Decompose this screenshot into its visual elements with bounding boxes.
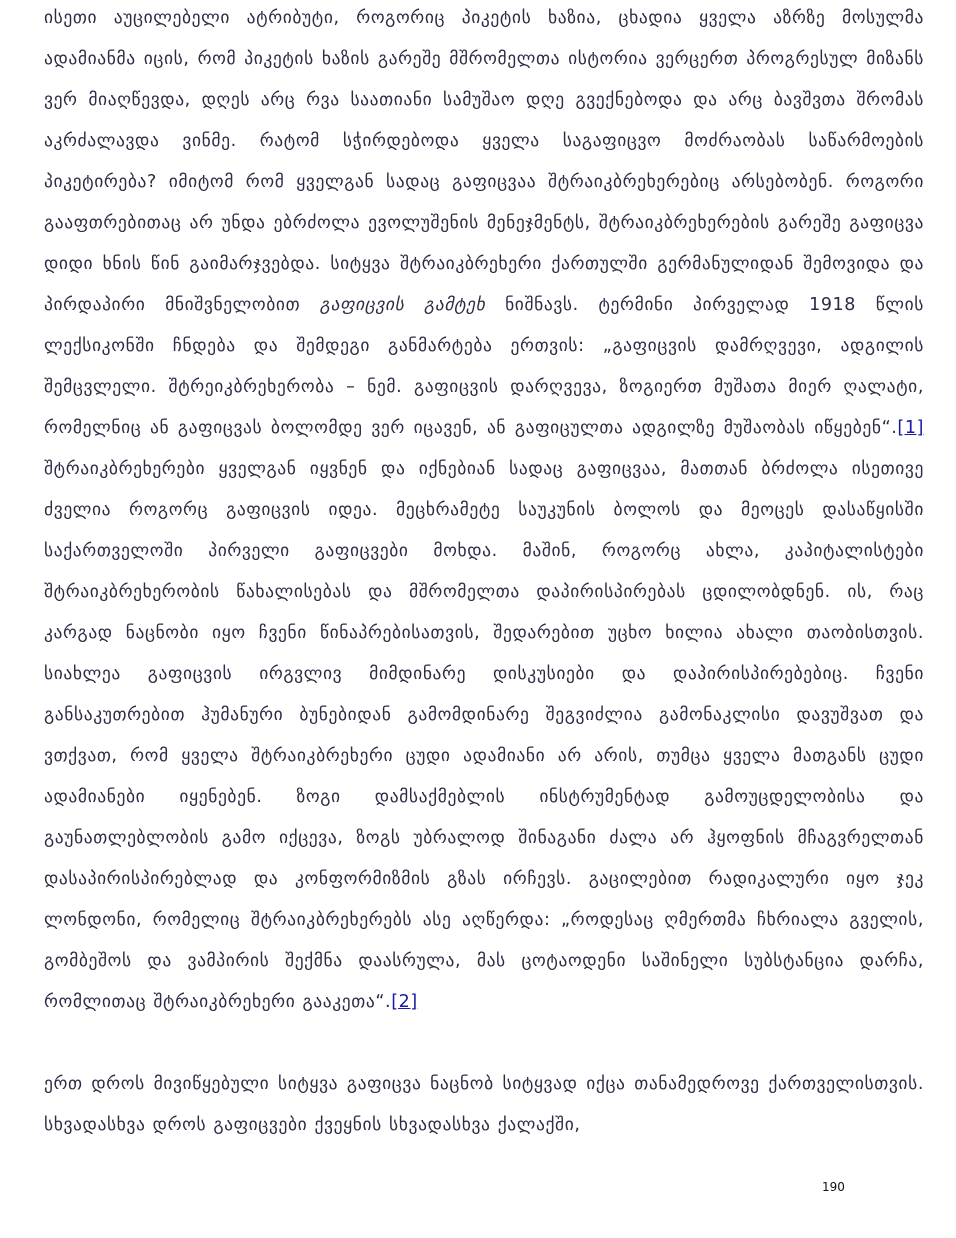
paragraph-1-text-b: ნიშნავს. ტერმინი პირველად 1918 წლის ლექსიკონში ჩნდება და შემდეგი განმარტება ერთვის: „გაფიცვის დამრღვევი, ადგილის შემცვლელი. შტრეიკბრეხერობა – ნემ. გაფიცვის დარღვევა, ზოგიერთ მუშათა მიერ ღალატი, რომელნიც ან გაფიცვას ბოლომდე ვერ იცავენ, ან გაფიცულთა ადგილზე მუშაობას იწყებენ“. — [44, 295, 924, 438]
footnote-link-2[interactable]: [2] — [391, 992, 418, 1012]
paragraph-2-text: ერთ დროს მივიწყებული სიტყვა გაფიცვა ნაცნობ სიტყვად იქცა თანამედროვე ქართველისთვის. სხვადასხვა დროს გაფიცვები ქვეყნის სხვადასხვა ქალაქში, — [44, 1074, 924, 1135]
italic-term: გაფიცვის გამტეხ — [319, 295, 486, 315]
page-number: 190 — [822, 1180, 845, 1194]
body-paragraph-1 — [44, 0, 924, 1023]
document-page — [44, 0, 924, 1146]
footnote-link-1[interactable]: [1] — [897, 418, 924, 438]
paragraph-1-text-c: შტრაიკბრეხერები ყველგან იყვნენ და იქნებიან სადაც გაფიცვაა, მათთან ბრძოლა ისეთივე ძველია როგორც გაფიცვის იდეა. მეცხრამეტე საუკუნის ბოლოს და მეოცეს დასაწყისში საქართველოში პირველი გაფიცვები მოხდა. მაშინ, როგორც ახლა, კაპიტალისტები შტრაიკბრეხერობის წახალისებას და მშრომელთა დაპირისპირებას ცდილობდნენ. ის, რაც კარგად ნაცნობი იყო ჩვენი წინაპრებისათვის, შედარებით უცხო ხილია ახალი თაობისთვის. სიახლეა გაფიცვის ირგვლივ მიმდინარე დისკუსიები და დაპირისპირებებიც. ჩვენი განსაკუთრებით ჰუმანური ბუნებიდან გამომდინარე შეგვიძლია გამონაკლისი დავუშვათ და ვთქვათ, რომ ყველა შტრაიკბრეხერი ცუდი ადამიანი არ არის, თუმცა ყველა მათგანს ცუდი ადამიანები იყენებენ. ზოგი დამსაქმებლის ინსტრუმენტად გამოუცდელობისა და გაუნათლებლობის გამო იქცევა, ზოგს უბრალოდ შინაგანი ძალა არ ჰყოფნის მჩაგვრელთან დასაპირისპირებლად და კონფორმიზმის გზას ირჩევს. გაცილებით რადიკალური იყო ჯეკ ლონდონი, რომელიც შტრაიკბრეხერებს ასე აღწერდა: „როდესაც ღმერთმა ჩხრიალა გველის, გომბეშოს და ვამპირის შექმნა დაასრულა, მას ცოტაოდენი საშინელი სუბსტანცია დარჩა, რომლითაც შტრაიკბრეხერი გააკეთა“. — [44, 459, 924, 1012]
paragraph-1-text-a: ისეთი აუცილებელი ატრიბუტი, როგორიც პიკეტის ხაზია, ცხადია ყველა აზრზე მოსულმა ადამიანმა იცის, რომ პიკეტის ხაზის გარეშე მშრომელთა ისტორია ვერცერთ პროგრესულ მიზანს ვერ მიაღწევდა, დღეს არც რვა საათიანი სამუშაო დღე გვექნებოდა და არც ბავშვთა შრომას აკრძალავდა ვინმე. რატომ სჭირდებოდა ყველა საგაფიცვო მოძრაობას საწარმოების პიკეტირება? იმიტომ რომ ყველგან სადაც გაფიცვაა შტრაიკბრეხერებიც არსებობენ. როგორი გააფთრებითაც არ უნდა ებრძოლა ევოლუშენის მენეჯმენტს, შტრაიკბრეხერების გარეშე გაფიცვა დიდი ხნის წინ გაიმარჯვებდა. სიტყვა შტრაიკბრეხერი ქართულში გერმანულიდან შემოვიდა და პირდაპირი მნიშვნელობით — [44, 8, 924, 315]
body-paragraph-2 — [44, 1064, 924, 1146]
